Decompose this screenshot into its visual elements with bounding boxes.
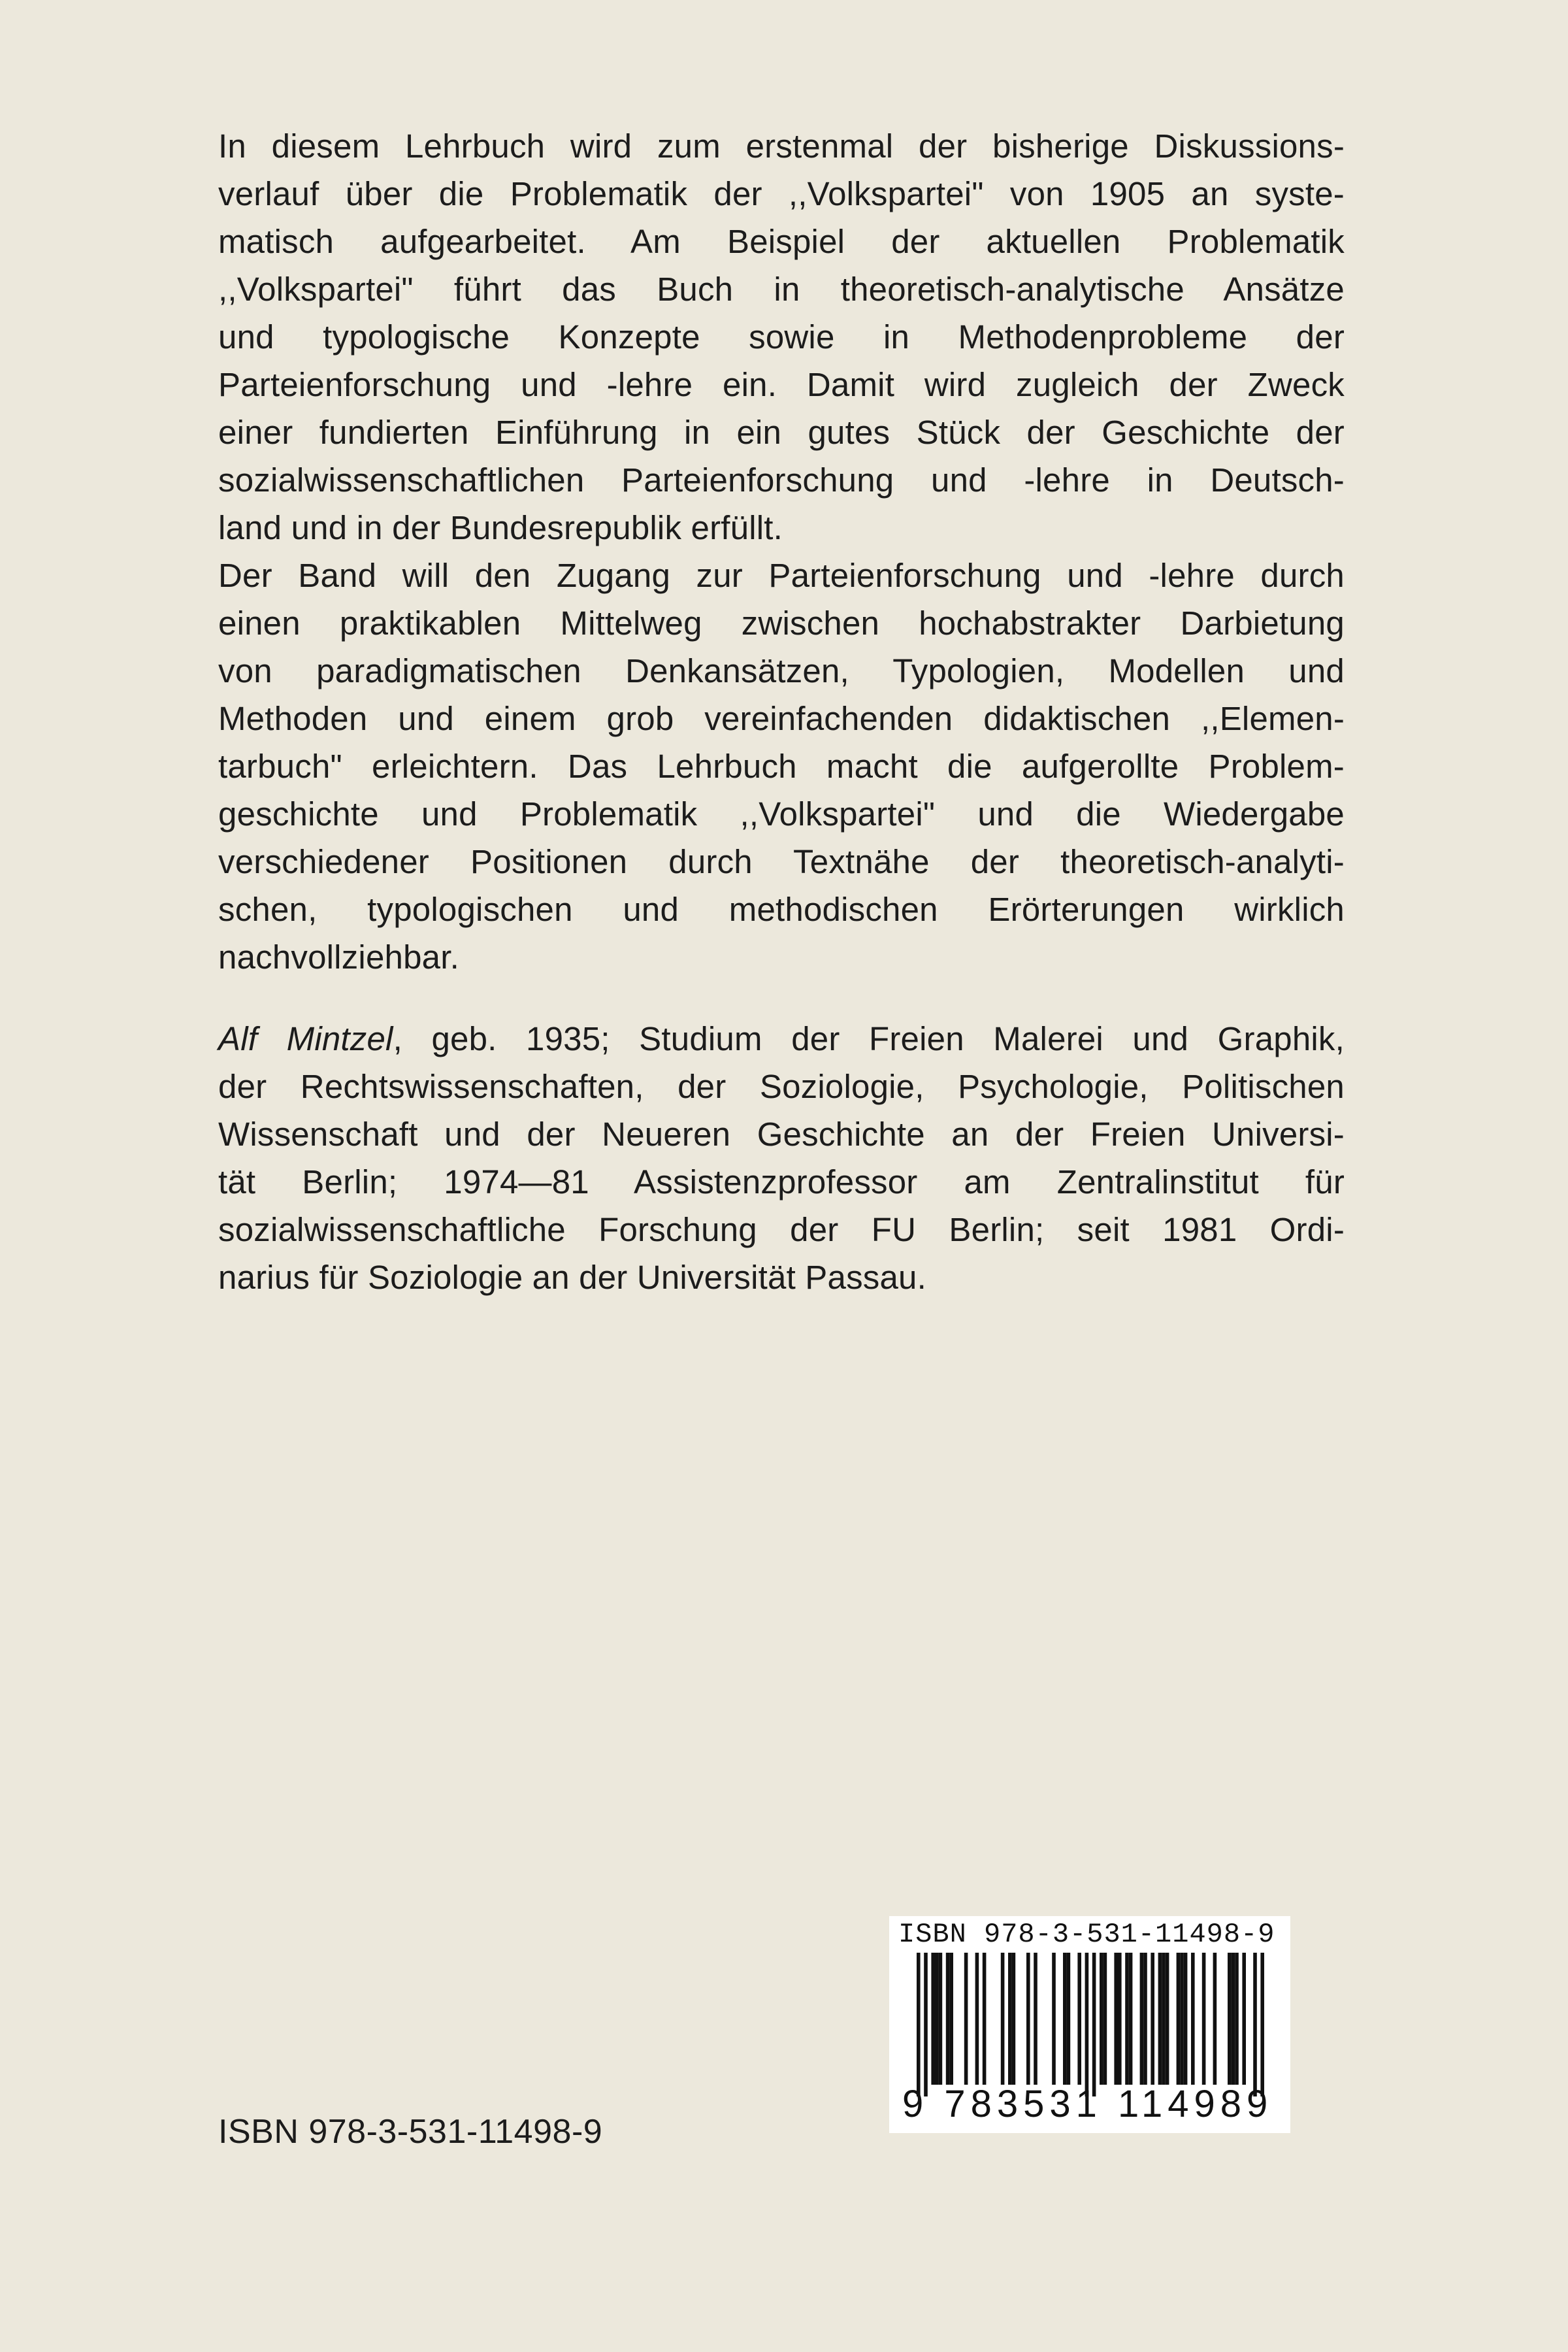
barcode-bar	[1166, 1953, 1169, 2085]
barcode-bar	[1242, 1953, 1246, 2085]
bio-first-line	[218, 1015, 1345, 1063]
barcode-bar	[1232, 1953, 1235, 2085]
barcode-bar	[935, 1953, 939, 2085]
blurb-line: ,,Volkspartei" führt das Buch in theoretisch-analytische Ansätze	[218, 271, 1345, 308]
barcode-bar	[1118, 1953, 1122, 2085]
barcode-bar	[1180, 1953, 1184, 2085]
barcode-bar	[1235, 1953, 1239, 2085]
blurb-line: schen, typologischen und methodischen Erörterungen wirklich	[218, 891, 1345, 928]
barcode-bar	[1143, 1953, 1147, 2085]
blurb-text	[218, 122, 1345, 981]
barcode-bar	[1085, 1953, 1089, 2096]
barcode-bar	[1151, 1953, 1154, 2085]
barcode-bar	[931, 1953, 935, 2085]
barcode-bar	[1129, 1953, 1133, 2085]
barcode-bar	[964, 1953, 968, 2085]
blurb-line: matisch aufgearbeitet. Am Beispiel der aktuellen Problematik	[218, 223, 1345, 260]
barcode-bar	[1077, 1953, 1081, 2085]
barcode-bar	[1063, 1953, 1067, 2085]
bio-line: narius für Soziologie an der Universität Passau.	[218, 1259, 926, 1296]
bio-line: Wissenschaft und der Neueren Geschichte an der Freien Universi-	[218, 1116, 1345, 1153]
isbn-label: ISBN 978-3-531-11498-9	[218, 2113, 603, 2151]
barcode-bar	[1026, 1953, 1030, 2085]
blurb-line: und typologische Konzepte sowie in Methodenprobleme der	[218, 318, 1345, 356]
blurb-line: sozialwissenschaftlichen Parteienforschung und -lehre in Deutsch-	[218, 461, 1345, 499]
barcode-bar	[1162, 1953, 1166, 2085]
barcode-bar	[983, 1953, 987, 2085]
barcode-digits: 9 783531 114989	[902, 2083, 1273, 2125]
barcode-bar	[1100, 1953, 1103, 2085]
bio-line: sozialwissenschaftliche Forschung der FU Berlin; seit 1981 Ordi-	[218, 1211, 1345, 1248]
barcode-bar	[1140, 1953, 1144, 2085]
barcode-bar	[949, 1953, 953, 2085]
barcode-bar	[1191, 1953, 1195, 2085]
author-bio	[218, 1015, 1345, 1301]
barcode-bar	[1184, 1953, 1188, 2085]
barcode-bar	[1177, 1953, 1181, 2085]
barcode-bar	[946, 1953, 950, 2085]
barcode-bar	[924, 1953, 928, 2096]
barcode-bar	[1092, 1953, 1096, 2096]
barcode-bar	[1202, 1953, 1206, 2085]
barcode-bar	[1125, 1953, 1129, 2085]
barcode-bar	[1158, 1953, 1162, 2085]
bio-line: tät Berlin; 1974—81 Assistenzprofessor am Zentralinstitut für	[218, 1163, 1345, 1201]
blurb-line: land und in der Bundesrepublik erfüllt.	[218, 509, 783, 546]
barcode-bar	[1253, 1953, 1257, 2096]
barcode-bar	[1228, 1953, 1232, 2085]
barcode-bar	[1008, 1953, 1012, 2085]
blurb-line: In diesem Lehrbuch wird zum erstenmal der bisherige Diskussions-	[218, 127, 1345, 165]
barcode-bar	[1012, 1953, 1016, 2085]
barcode-bar	[1001, 1953, 1005, 2085]
blurb-line: Der Band will den Zugang zur Parteienforschung und -lehre durch	[218, 557, 1345, 594]
blurb-line: Parteienforschung und -lehre ein. Damit wird zugleich der Zweck	[218, 366, 1345, 403]
barcode-bar	[1213, 1953, 1217, 2085]
barcode-bar	[939, 1953, 943, 2085]
bio-line: der Rechtswissenschaften, der Soziologie, Psychologie, Politischen	[218, 1068, 1345, 1105]
blurb-line: verschiedener Positionen durch Textnähe der theoretisch-analyti-	[218, 843, 1345, 880]
barcode-bar	[1103, 1953, 1107, 2085]
blurb-line: tarbuch" erleichtern. Das Lehrbuch macht die aufgerollte Problem-	[218, 748, 1345, 785]
blurb-line: Methoden und einem grob vereinfachenden didaktischen ,,Elemen-	[218, 700, 1345, 737]
barcode-bar	[1114, 1953, 1118, 2085]
barcode-bar	[1260, 1953, 1264, 2096]
author-name: Alf Mintzel	[218, 1020, 393, 1057]
barcode-bar	[1052, 1953, 1056, 2085]
blurb-line: einen praktikablen Mittelweg zwischen hochabstrakter Darbietung	[218, 605, 1345, 642]
barcode-bar	[917, 1953, 921, 2096]
barcode-bar	[1034, 1953, 1037, 2085]
barcode-bar	[1067, 1953, 1071, 2085]
barcode-bar	[975, 1953, 979, 2085]
blurb-line: geschichte und Problematik ,,Volkspartei" und die Wiedergabe	[218, 795, 1345, 833]
blurb-line: von paradigmatischen Denkansätzen, Typologien, Modellen und	[218, 652, 1345, 689]
barcode-isbn-label: ISBN 978-3-531-11498-9	[898, 1919, 1275, 1950]
blurb-line: verlauf über die Problematik der ,,Volkspartei" von 1905 an syste-	[218, 175, 1345, 212]
barcode	[889, 1916, 1290, 2133]
blurb-line: einer fundierten Einführung in ein gutes Stück der Geschichte der	[218, 414, 1345, 451]
bio-first-line-rest: , geb. 1935; Studium der Freien Malerei und Graphik,	[393, 1020, 1345, 1057]
blurb-line: nachvollziehbar.	[218, 938, 459, 976]
